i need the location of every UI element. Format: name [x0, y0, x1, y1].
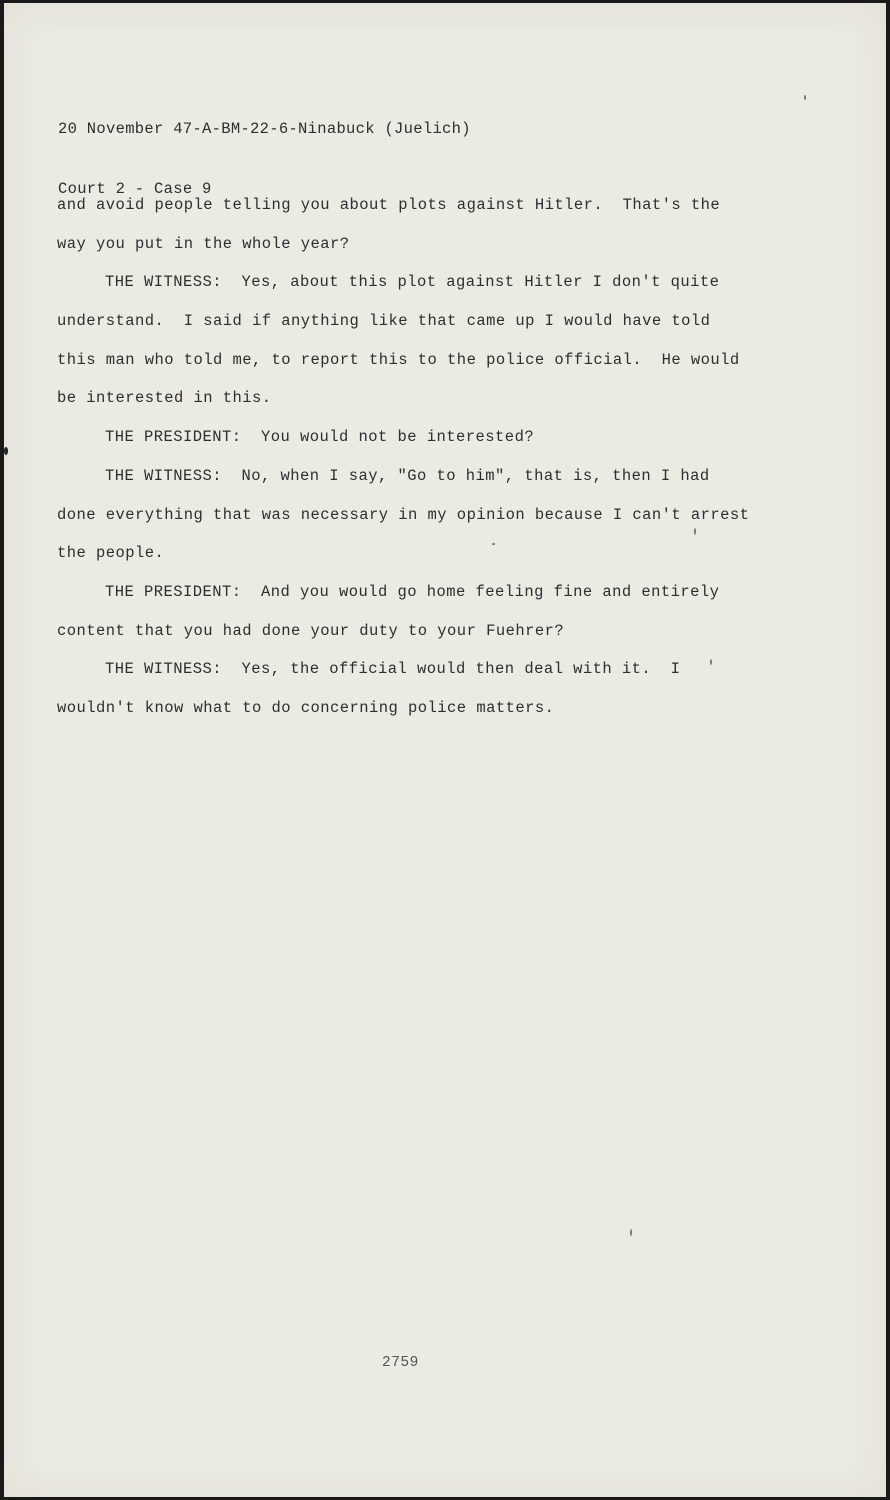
- transcript-line: THE PRESIDENT: You would not be interested?: [105, 428, 535, 447]
- transcript-line: and avoid people telling you about plots against Hitler. That's the: [57, 196, 721, 214]
- transcript-line: this man who told me, to report this to the police official. He would: [57, 350, 740, 369]
- paper-speck: [492, 543, 495, 545]
- transcript-line: THE WITNESS: Yes, about this plot against Hitler I don't quite: [105, 273, 720, 292]
- document-page: [4, 3, 886, 1497]
- paper-speck: [710, 659, 712, 665]
- transcript-line: be interested in this.: [57, 389, 272, 408]
- transcript-body: [57, 193, 757, 735]
- header-court-case: Court 2 - Case 9: [58, 180, 212, 198]
- transcript-line: content that you had done your duty to your Fuehrer?: [57, 621, 565, 640]
- transcript-line: understand. I said if anything like that came up I would have told: [57, 312, 711, 331]
- paper-speck: [4, 447, 8, 455]
- transcript-line: wouldn't know what to do concerning police matters.: [57, 698, 555, 717]
- transcript-line: the people.: [57, 544, 165, 563]
- transcript-line: THE PRESIDENT: And you would go home feeling fine and entirely: [105, 582, 720, 601]
- transcript-line: THE WITNESS: Yes, the official would then deal with it. I: [105, 660, 681, 679]
- page-number: 2759: [382, 1355, 419, 1371]
- header-case-reference: 20 November 47-A-BM-22-6-Ninabuck (Juelich): [58, 120, 471, 138]
- paper-speck: [804, 95, 806, 100]
- transcript-line: THE WITNESS: No, when I say, "Go to him", that is, then I had: [105, 466, 710, 485]
- paper-speck: [630, 1229, 632, 1236]
- transcript-line: way you put in the whole year?: [57, 234, 350, 253]
- paper-speck: [694, 528, 696, 535]
- transcript-line: done everything that was necessary in my opinion because I can't arrest: [57, 505, 750, 524]
